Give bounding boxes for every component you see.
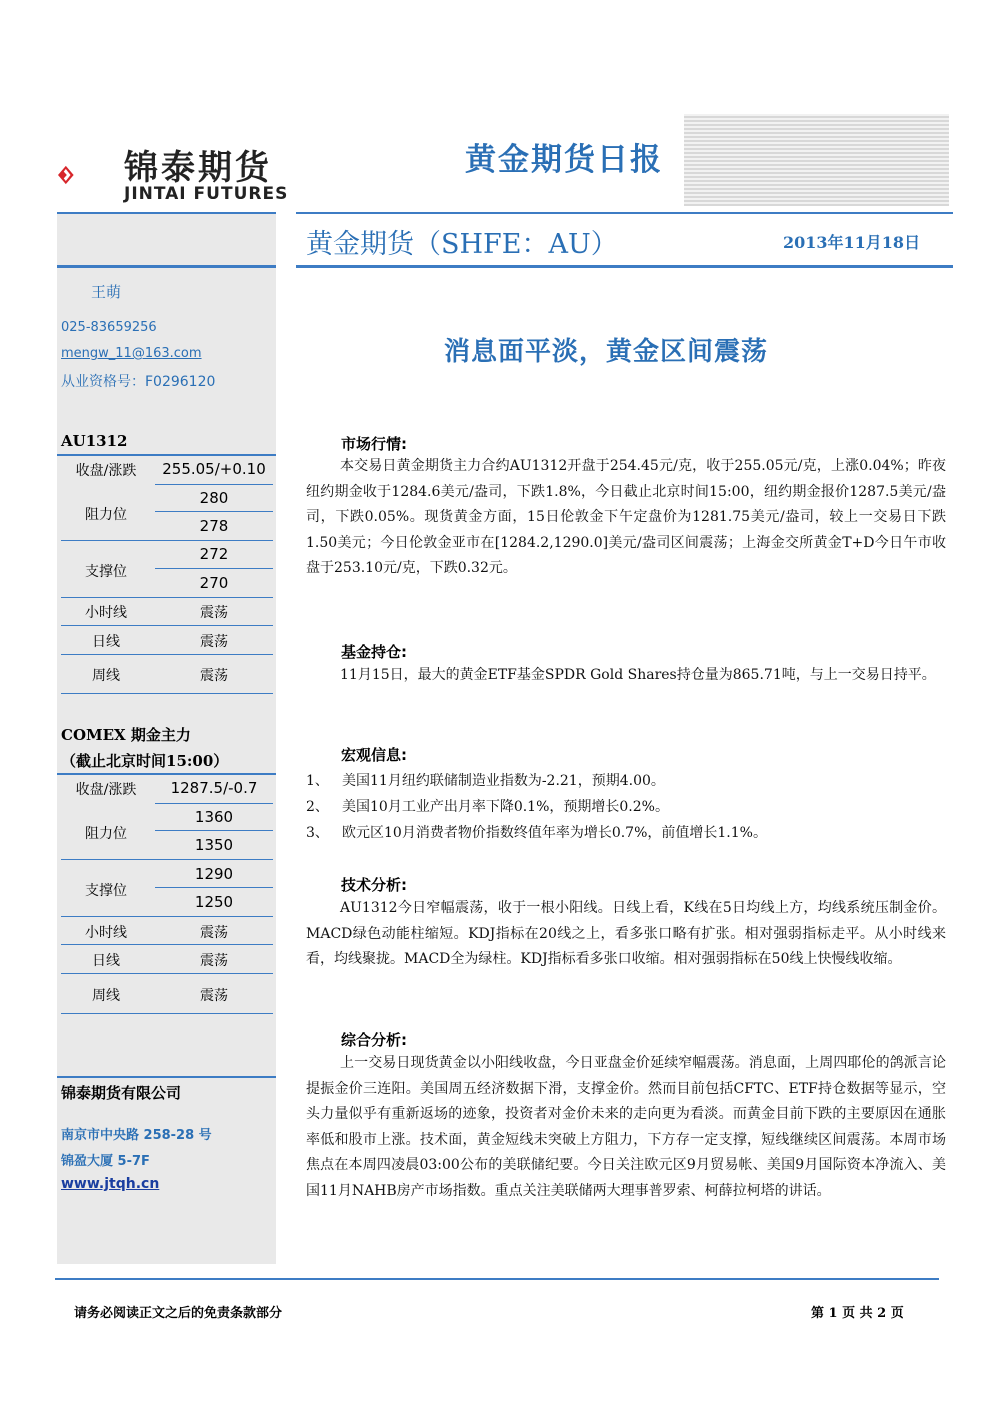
support-value-1: 1290 — [194, 865, 234, 883]
au1312-top-rule — [57, 454, 276, 456]
hourly-label: 小时线 — [85, 925, 127, 941]
list-item — [306, 796, 669, 816]
fund-paragraph: 11月15日，最大的黄金ETF基金SPDR Gold Shares持仓量为865.71吨，与上一交易日持平。 — [340, 667, 936, 683]
resistance-label: 阻力位 — [85, 826, 127, 842]
resistance-value-2: 1350 — [194, 836, 234, 854]
weekly-value: 震荡 — [200, 988, 228, 1004]
company-rule — [57, 1076, 276, 1078]
divider — [61, 540, 273, 541]
divider — [61, 654, 273, 655]
divider — [61, 859, 273, 860]
close-label: 收盘/涨跌 — [75, 463, 137, 479]
author-email-link[interactable]: mengw_11@163.com — [61, 346, 202, 361]
company-website-link[interactable]: www.jtqh.cn — [61, 1176, 160, 1192]
divider — [61, 597, 273, 598]
divider — [61, 944, 273, 945]
divider — [155, 887, 273, 888]
logo-text-en: JINTAI FUTURES — [124, 184, 289, 204]
list-item-text: 美国10月工业产出月率下降0.1%，预期增长0.2%。 — [342, 799, 669, 815]
close-value: 1287.5/-0.7 — [170, 779, 258, 797]
macro-heading: 宏观信息: — [341, 746, 407, 764]
author-name: 王萌 — [91, 283, 122, 301]
report-title: 黄金期货日报 — [465, 142, 663, 178]
header-hatch-decoration — [684, 114, 949, 206]
support-value-1: 272 — [199, 545, 229, 563]
divider — [155, 803, 273, 804]
resistance-value-1: 280 — [199, 489, 229, 507]
list-item-text: 美国11月纽约联储制造业指数为-2.21，预期4.00。 — [342, 773, 665, 789]
fund-heading: 基金持仓: — [341, 643, 407, 661]
support-label: 支撑位 — [85, 883, 127, 899]
table-row — [61, 460, 273, 484]
technical-paragraph: AU1312今日窄幅震荡，收于一根小阳线。日线上看，K线在5日均线上方，均线系统压制金价。MACD绿色动能柱缩短。KDJ指标在20线之上，看多张口略有扩张。相对强弱指标走平。从小时线来看，均线聚拢。MACD全为绿柱。KDJ指标看多张口收缩。相对强弱指标在50线上快慢线收缩。 — [306, 900, 946, 968]
list-item-number: 2、 — [306, 799, 329, 815]
divider — [61, 973, 273, 974]
list-item — [306, 822, 767, 842]
resistance-label: 阻力位 — [85, 507, 127, 523]
divider — [155, 511, 273, 512]
footer-page-number: 第 1 页 共 2 页 — [811, 1306, 904, 1321]
summary-paragraph: 上一交易日现货黄金以小阳线收盘，今日亚盘金价延续窄幅震荡。消息面，上周四耶伦的鸽派言论提振金价三连阳。美国周五经济数据下滑，支撑金价。然而目前包括CFTC、ETF持仓数据等显示，空头力量似乎有重新返场的迹象，投资者对金价未来的走向更为看淡。而黄金目前下跌的主要原因在通胀率低和股市上涨。技术面，黄金短线未突破上方阻力，下方存一定支撑，短线继续区间震荡。本周市场焦点在本周四凌晨03:00公布的美联储纪要。今日关注欧元区9月贸易帐、美国9月国际资本净流入、美国11月NAHB房产市场指数。重点关注美联储两大理事普罗索、柯薛拉柯塔的讲话。 — [306, 1055, 946, 1199]
company-name: 锦泰期货有限公司 — [61, 1084, 182, 1102]
support-value-2: 1250 — [194, 893, 234, 911]
company-logo — [58, 140, 118, 210]
author-license: 从业资格号：F0296120 — [61, 374, 216, 390]
list-item-text: 欧元区10月消费者物价指数终值年率为增长0.7%，前值增长1.1%。 — [342, 825, 767, 841]
list-item-number: 3、 — [306, 825, 329, 841]
support-label: 支撑位 — [85, 564, 127, 580]
company-address-1: 南京市中央路 258-28 号 — [61, 1128, 212, 1143]
market-heading: 市场行情: — [341, 435, 407, 453]
daily-label: 日线 — [92, 953, 120, 969]
list-item-number: 1、 — [306, 773, 329, 789]
list-item — [306, 770, 665, 790]
divider — [61, 916, 273, 917]
headline: 消息面平淡，黄金区间震荡 — [444, 337, 769, 367]
weekly-value: 震荡 — [200, 668, 228, 684]
logo-text-cn: 锦泰期货 — [124, 148, 272, 188]
summary-heading: 综合分析: — [341, 1031, 407, 1049]
footer-rule — [55, 1278, 939, 1280]
resistance-value-2: 278 — [199, 517, 229, 535]
sidebar-top-bar — [57, 212, 276, 268]
au1312-title: AU1312 — [61, 432, 128, 450]
hourly-value: 震荡 — [200, 925, 228, 941]
divider — [61, 1013, 273, 1014]
daily-value: 震荡 — [200, 634, 228, 650]
footer-disclaimer: 请务必阅读正文之后的免责条款部分 — [74, 1306, 283, 1321]
close-label: 收盘/涨跌 — [75, 782, 137, 798]
resistance-value-1: 1360 — [194, 808, 234, 826]
table-row — [61, 779, 273, 803]
technical-heading: 技术分析: — [341, 876, 407, 894]
market-paragraph: 本交易日黄金期货主力合约AU1312开盘于254.45元/克，收于255.05元/克，上涨0.04%；昨夜纽约期金收于1284.6美元/盎司，下跌1.8%，今日截止北京时间15:00，纽约期金报价1287.5美元/盎司，下跌0.05%。现货黄金方面，15日伦敦金下午定盘价为1281.75美元/盎司，较上一交易日下跌1.50美元；今日伦敦金亚市在[1284.2,1290.0]美元/盎司区间震荡；上海金交所黄金T+D今日午市收盘于253.10元/克，下跌0.32元。 — [306, 458, 946, 577]
company-address-2: 锦盈大厦 5-7F — [61, 1154, 150, 1169]
product-title: 黄金期货（SHFE：AU） — [306, 229, 618, 260]
report-date: 2013年11月18日 — [783, 233, 921, 252]
hourly-value: 震荡 — [200, 605, 228, 621]
daily-label: 日线 — [92, 634, 120, 650]
support-value-2: 270 — [199, 574, 229, 592]
divider — [61, 625, 273, 626]
comex-top-rule — [57, 773, 276, 775]
weekly-label: 周线 — [92, 668, 120, 684]
hourly-label: 小时线 — [85, 605, 127, 621]
divider — [155, 484, 273, 485]
comex-subtitle: （截止北京时间15:00） — [61, 752, 229, 770]
author-phone: 025-83659256 — [61, 320, 157, 335]
divider — [155, 568, 273, 569]
divider — [155, 830, 273, 831]
comex-title: COMEX 期金主力 — [61, 726, 191, 744]
close-value: 255.05/+0.10 — [162, 460, 266, 478]
weekly-label: 周线 — [92, 988, 120, 1004]
daily-value: 震荡 — [200, 953, 228, 969]
divider — [61, 693, 273, 694]
